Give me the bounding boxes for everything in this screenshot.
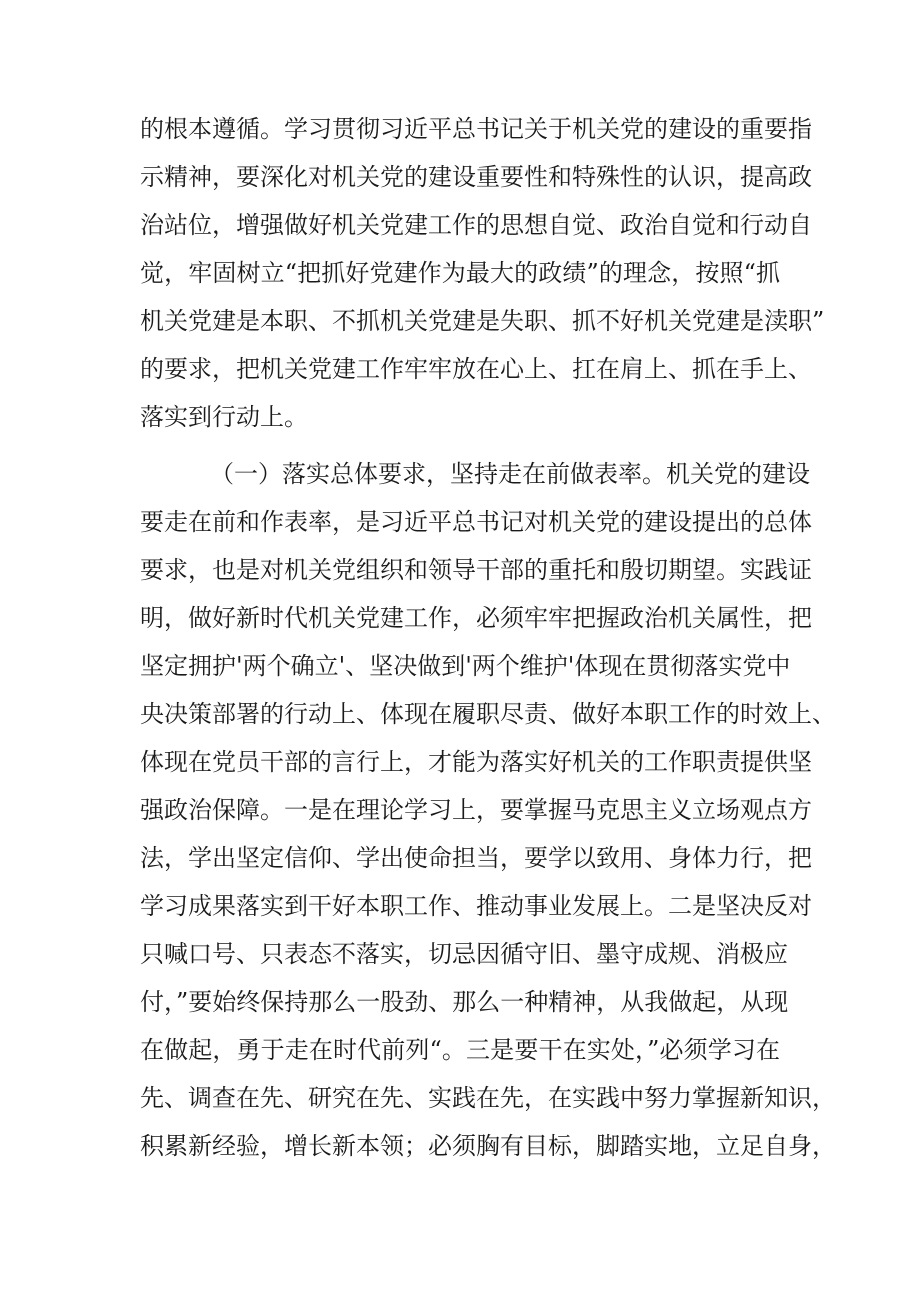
text-line: 在做起，勇于走在时代前列“。三是要干在实处，”必须学习在 bbox=[140, 1036, 780, 1064]
text-line: 明，做好新时代机关党建工作，必须牢牢把握政治机关属性，把 bbox=[140, 604, 812, 632]
text-line: 机关党建是本职、不抓机关党建是失职、抓不好机关党建是渎职” bbox=[140, 307, 825, 335]
text-line: 坚定拥护'两个确立'、坚决做到'两个维护'体现在贯彻落实党中 bbox=[140, 652, 791, 680]
text-line: 央决策部署的行动上、体现在履职尽责、做好本职工作的时效上、 bbox=[140, 700, 836, 728]
text-line: 的根本遵循。学习贯彻习近平总书记关于机关党的建设的重要指 bbox=[140, 115, 812, 143]
text-line: 法，学出坚定信仰、学出使命担当，要学以致用、身体力行，把 bbox=[140, 844, 812, 872]
text-line: 落实到行动上。 bbox=[140, 403, 308, 431]
text-line: 的要求，把机关党建工作牢牢放在心上、扛在肩上、抓在手上、 bbox=[140, 355, 812, 383]
text-line: 治站位，增强做好机关党建工作的思想自觉、政治自觉和行动自 bbox=[140, 211, 812, 239]
paragraph-heading-line: （一）落实总体要求，坚持走在前做表率。机关党的建设 bbox=[210, 460, 810, 488]
text-line: 学习成果落实到干好本职工作、推动事业发展上。二是坚决反对 bbox=[140, 892, 812, 920]
text-line: 付，”要始终保持那么一股劲、那么一种精神，从我做起，从现 bbox=[140, 988, 789, 1016]
text-line: 强政治保障。一是在理论学习上，要掌握马克思主义立场观点方 bbox=[140, 796, 812, 824]
text-line: 觉，牢固树立“把抓好党建作为最大的政绩”的理念，按照“抓 bbox=[140, 259, 780, 287]
text-line: 示精神，要深化对机关党的建设重要性和特殊性的认识，提高政 bbox=[140, 163, 812, 191]
text-line: 要走在前和作表率，是习近平总书记对机关党的建设提出的总体 bbox=[140, 508, 812, 536]
text-line: 体现在党员干部的言行上，才能为落实好机关的工作职责提供坚 bbox=[140, 748, 812, 776]
text-line: 只喊口号、只表态不落实，切忌因循守旧、墨守成规、消极应 bbox=[140, 940, 788, 968]
text-line: 要求，也是对机关党组织和领导干部的重托和殷切期望。实践证 bbox=[140, 556, 812, 584]
text-line: 先、调查在先、研究在先、实践在先，在实践中努力掌握新知识， bbox=[140, 1084, 836, 1112]
text-line: 积累新经验，增长新本领；必须胸有目标，脚踏实地，立足自身， bbox=[140, 1132, 836, 1160]
